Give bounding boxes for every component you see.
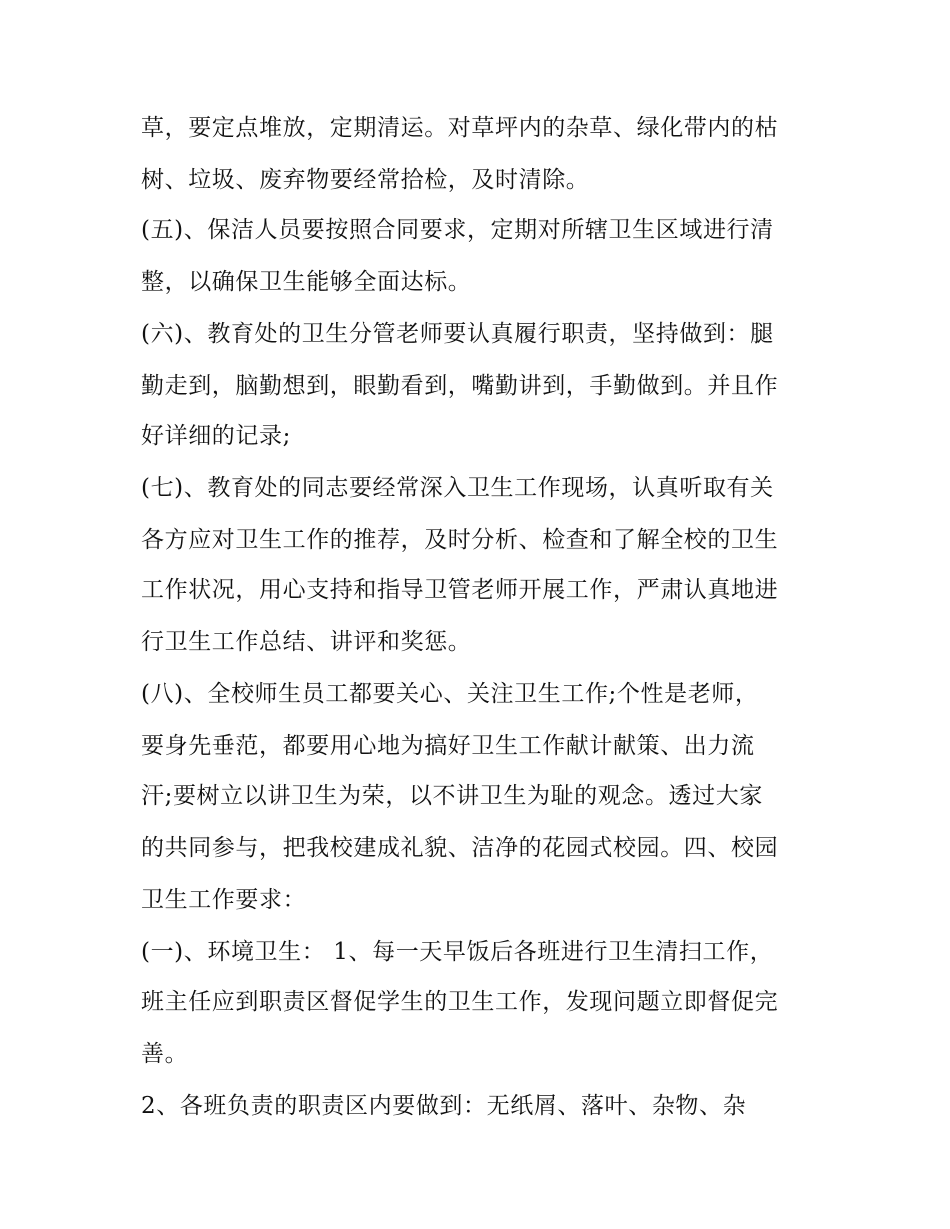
- text-line: 汗;要树立以讲卫生为荣，以不讲卫生为耻的观念。透过大家: [141, 783, 763, 809]
- text-line: 整，以确保卫生能够全面达标。: [141, 269, 472, 295]
- text-line: 2、各班负责的职责区内要做到：无纸屑、落叶、杂物、杂: [141, 1093, 747, 1119]
- text-line: (七)、教育处的同志要经常深入卫生工作现场，认真听取有关: [141, 475, 774, 501]
- text-line: 各方应对卫生工作的推荐，及时分析、检查和了解全校的卫生: [141, 527, 779, 553]
- text-line: 树、垃圾、废弃物要经常拾检，及时清除。: [141, 167, 590, 193]
- text-line: (一)、环境卫生： 1、每一天早饭后各班进行卫生清扫工作，: [141, 939, 774, 965]
- text-line: 行卫生工作总结、讲评和奖惩。: [141, 629, 472, 655]
- text-line: (五)、保洁人员要按照合同要求，定期对所辖卫生区域进行清: [141, 217, 774, 243]
- text-line: 善。: [141, 1041, 189, 1067]
- text-line: (六)、教育处的卫生分管老师要认真履行职责，坚持做到：腿: [141, 321, 774, 347]
- text-line: 卫生工作要求：: [141, 887, 307, 913]
- text-line: 草，要定点堆放，定期清运。对草坪内的杂草、绿化带内的枯: [141, 115, 779, 141]
- text-line: 好详细的记录;: [141, 423, 291, 449]
- text-line: (八)、全校师生员工都要关心、关注卫生工作;个性是老师，: [141, 681, 759, 707]
- text-line: 的共同参与，把我校建成礼貌、洁净的花园式校园。四、校园: [141, 835, 779, 861]
- text-line: 要身先垂范，都要用心地为搞好卫生工作献计献策、出力流: [141, 733, 755, 759]
- text-line: 工作状况，用心支持和指导卫管老师开展工作，严肃认真地进: [141, 577, 779, 603]
- text-line: 勤走到，脑勤想到，眼勤看到，嘴勤讲到，手勤做到。并且作: [141, 373, 779, 399]
- text-line: 班主任应到职责区督促学生的卫生工作，发现问题立即督促完: [141, 989, 779, 1015]
